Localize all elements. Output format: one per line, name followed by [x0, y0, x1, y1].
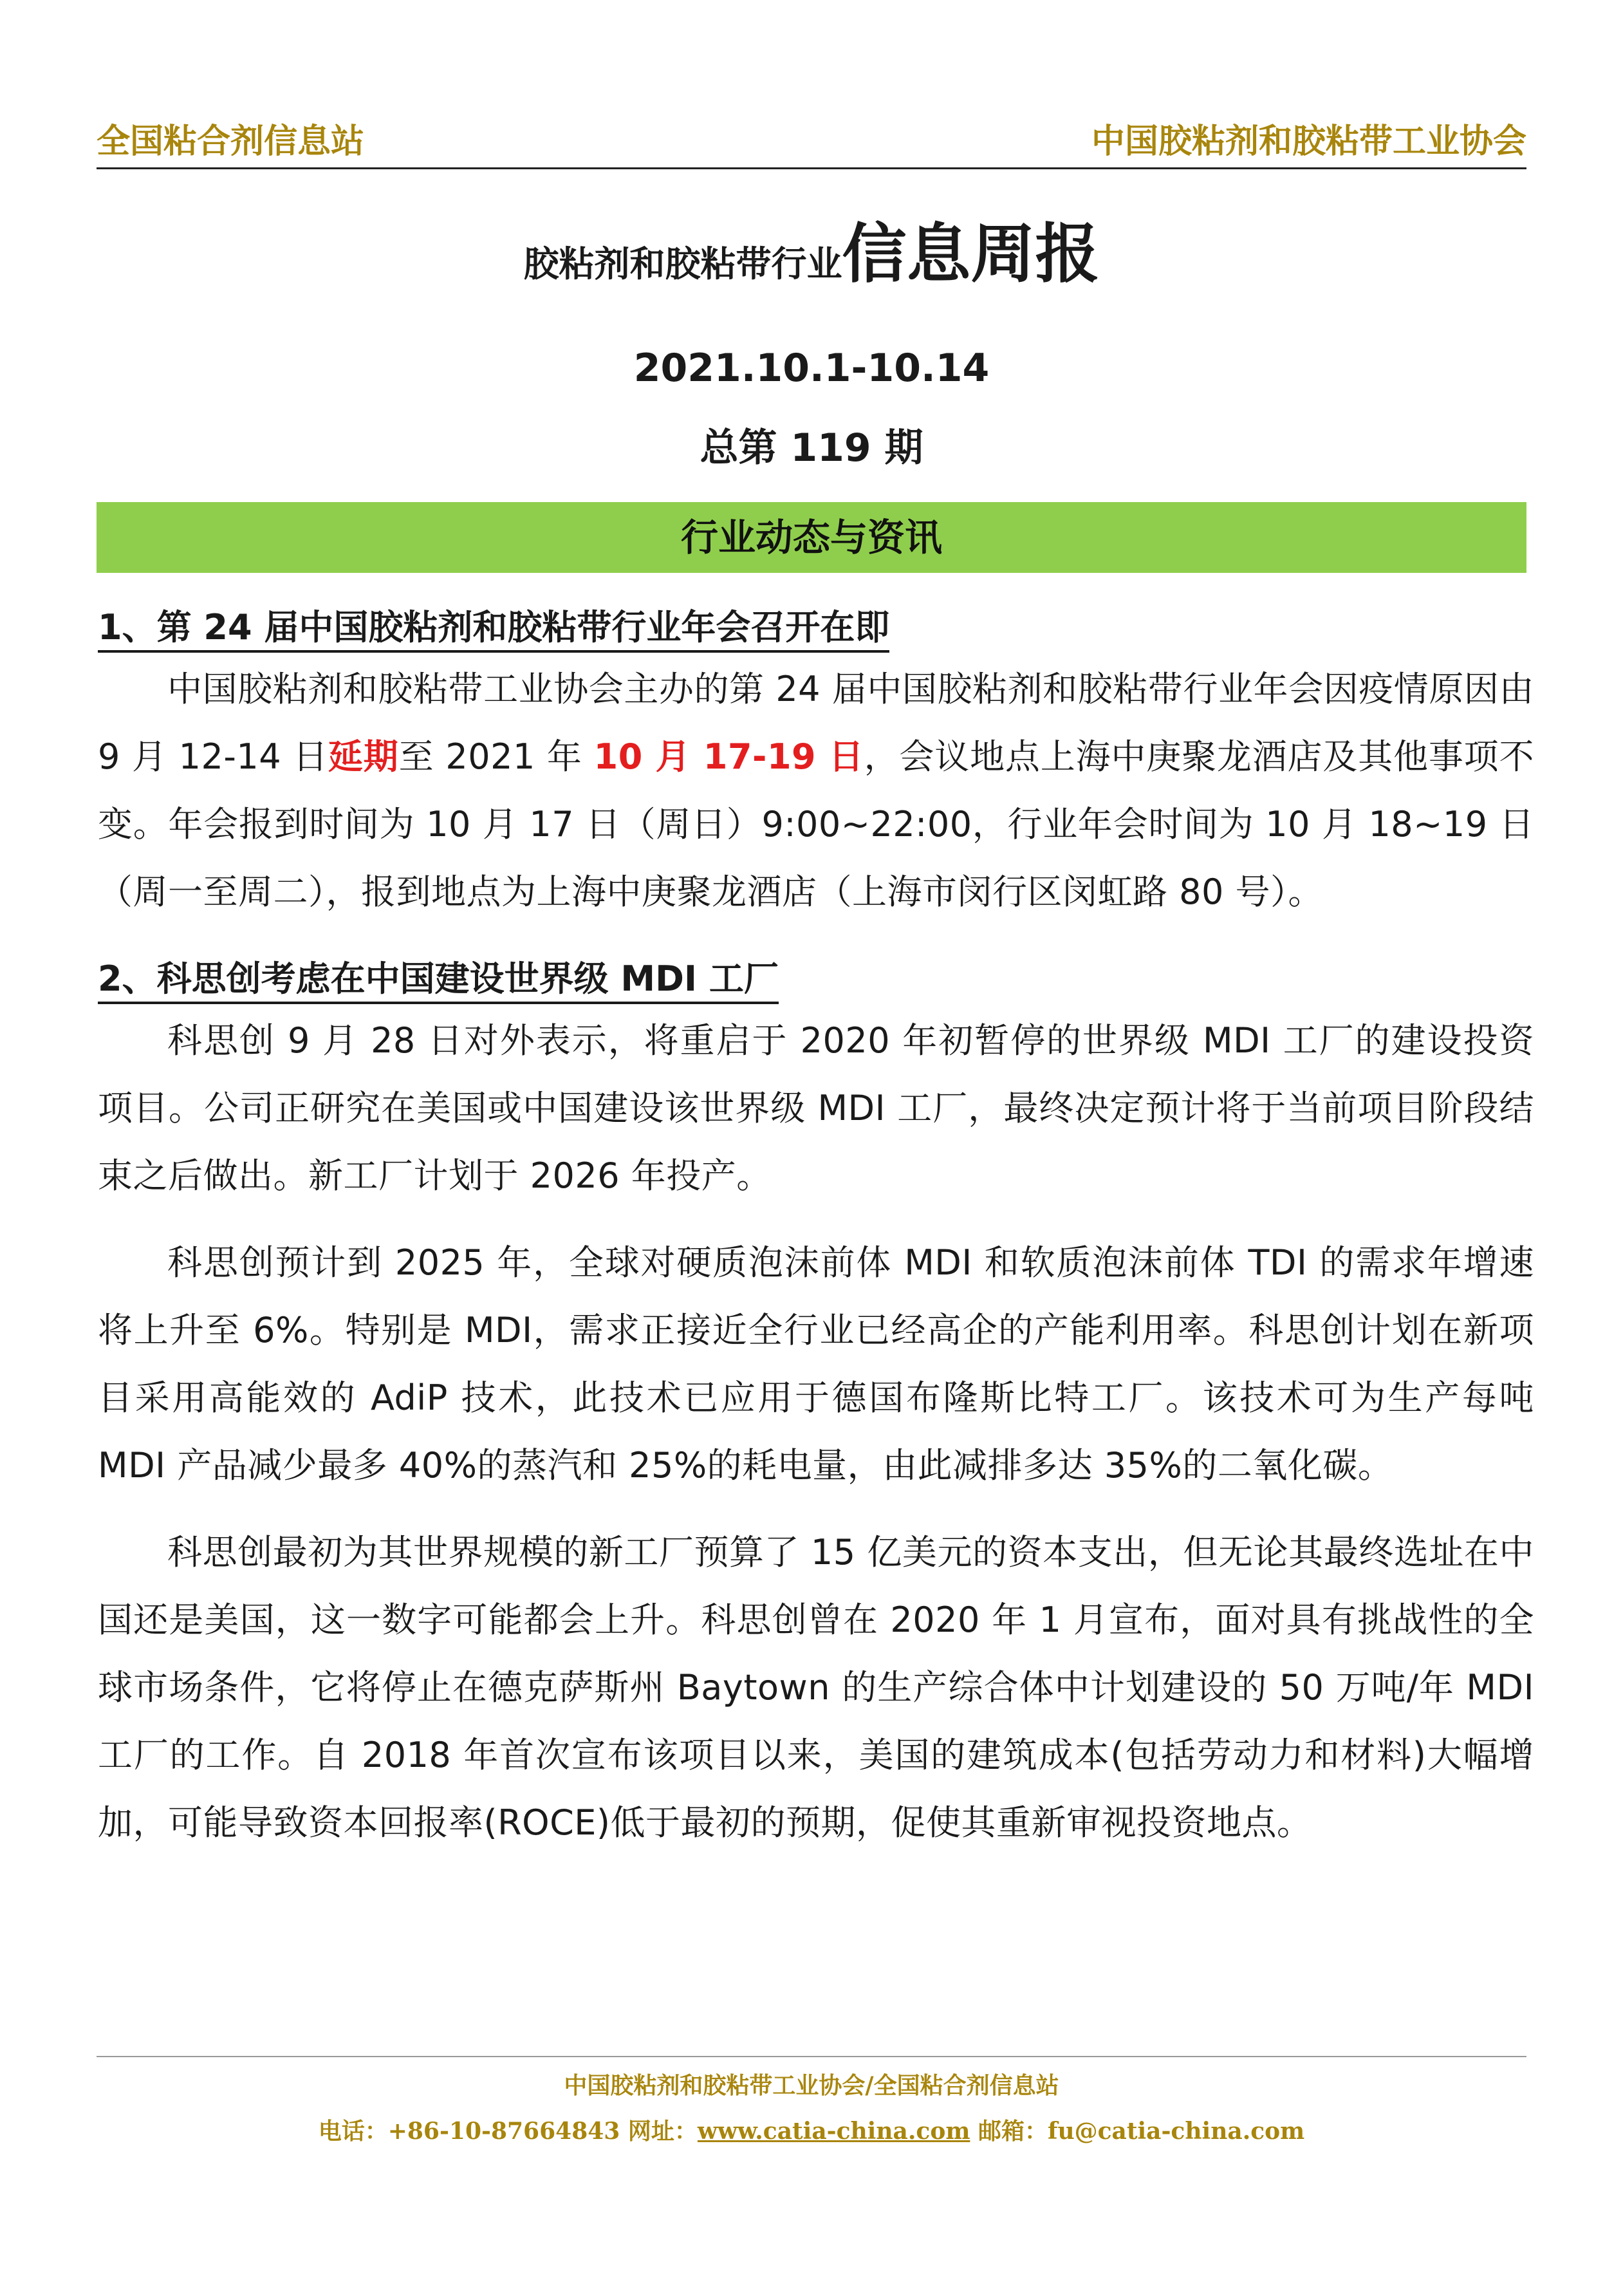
header-rule: [97, 167, 1526, 169]
footer-contact-line: [0, 2112, 1623, 2151]
article-1-paragraph: [98, 655, 1534, 926]
article-2-paragraph-2: 科思创预计到 2025 年，全球对硬质泡沫前体 MDI 和软质泡沫前体 TDI 的需求年增速将上升至 6%。特别是 MDI，需求正接近全行业已经高企的产能利用率。科思创计划在新项目采用高能效的 AdiP 技术，此技术已应用于德国布隆斯比特工厂。该技术可为生产每吨 MDI 产品减少最多 40%的蒸汽和 25%的耗电量，由此减排多达 35%的二氧化碳。: [98, 1242, 1534, 1486]
article-1-heading: [98, 600, 1534, 655]
header-left-text: 全国粘合剂信息站: [97, 122, 365, 161]
article-1-highlight-postponed: 延期: [328, 736, 399, 777]
article-2-heading-text: 2、科思创考虑在中国建设世界级 MDI 工厂: [98, 958, 779, 1004]
article-2-paragraph-1: 科思创 9 月 28 日对外表示，将重启于 2020 年初暂停的世界级 MDI 工厂的建设投资项目。公司正研究在美国或中国建设该世界级 MDI 工厂，最终决定预计将于当前项目阶段结束之后做出。新工厂计划于 2026 年投产。: [98, 1020, 1534, 1196]
article-1-text-c: ，会议地点上海中庚聚龙酒店及其他事项不变。年会报到时间为 10 月 17 日（周日）9:00~22:00，行业年会时间为 10 月 18~19 日（周一至周二），报到地点为上海中庚聚龙酒店（上海市闵行区闵虹路 80 号）。: [98, 736, 1535, 912]
footer-org-line: 中国胶粘剂和胶粘带工业协会/全国粘合剂信息站: [564, 2072, 1059, 2099]
report-title-small: 胶粘剂和胶粘带行业: [523, 243, 842, 285]
article-content: [98, 600, 1534, 1856]
footer-phone: 电话：+86-10-87664843 网址：: [318, 2118, 698, 2145]
report-issue-number: 总第 119 期: [700, 425, 923, 471]
article-1-highlight-dates: 10 月 17-19 日: [593, 736, 864, 777]
footer-email: 邮箱：fu@catia-china.com: [970, 2118, 1305, 2145]
page-header: [97, 116, 1526, 167]
report-date: 2021.10.1-10.14: [633, 346, 990, 391]
article-1-text-a: 中国胶粘剂和胶粘带工业协会主办的第 24 届中国胶粘剂和胶粘带行业年会因疫情原因由 9 月 12-14 日: [98, 669, 1534, 777]
section-band: 行业动态与资讯: [97, 502, 1526, 573]
report-title-big: 信息周报: [842, 216, 1100, 292]
article-1-heading-text: 1、第 24 届中国胶粘剂和胶粘带行业年会召开在即: [98, 607, 889, 653]
footer-website-link[interactable]: www.catia-china.com: [697, 2118, 970, 2145]
report-title: [0, 212, 1623, 315]
article-1-text-b: 至 2021 年: [398, 736, 594, 777]
header-right-text: 中国胶粘剂和胶粘带工业协会: [1091, 122, 1526, 161]
article-2-paragraph-3: 科思创最初为其世界规模的新工厂预算了 15 亿美元的资本支出，但无论其最终选址在中国还是美国，这一数字可能都会上升。科思创曾在 2020 年 1 月宣布，面对具有挑战性的全球市场条件，它将停止在德克萨斯州 Baytown 的生产综合体中计划建设的 50 万吨/年 MDI 工厂的工作。自 2018 年首次宣布该项目以来，美国的建筑成本(包括劳动力和材料)大幅增加，可能导致资本回报率(ROCE)低于最初的预期，促使其重新审视投资地点。: [98, 1532, 1534, 1843]
footer-rule: [97, 2056, 1526, 2057]
article-2-heading: [98, 951, 1534, 1007]
